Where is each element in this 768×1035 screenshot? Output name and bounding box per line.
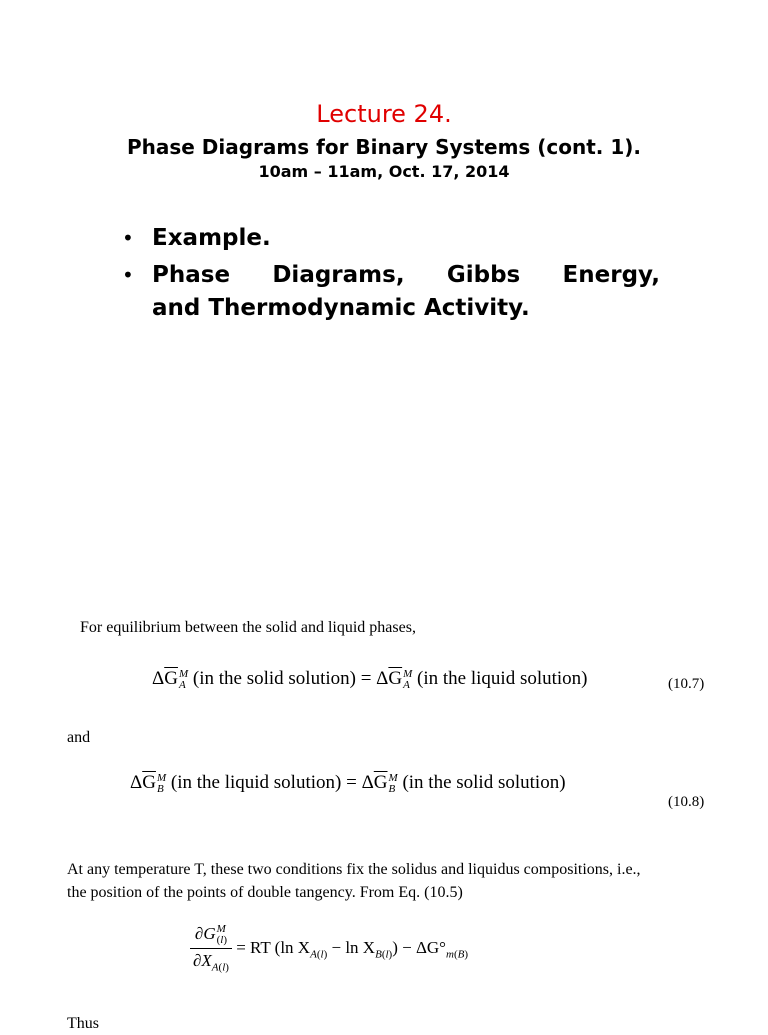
lecture-subtitle: Phase Diagrams for Binary Systems (cont. 1).	[126, 135, 642, 159]
excerpt-intro: For equilibrium between the solid and liquid phases,	[80, 619, 416, 636]
excerpt-paragraph-line2: the position of the points of double tangency. From Eq. (10.5)	[67, 884, 463, 901]
excerpt-thus: Thus	[67, 1015, 99, 1032]
equation-10-7: $\Delta\overline{G}$ M A (in the solid solution) = $\Delta\overline{G}$ M A (in the liquid solution)	[152, 667, 588, 691]
equation-derivative: ∂G M (l) $\partial X_{A(l)}$ = RT (ln $X_{A(l)} - \ln X_{B(l)}) - \Delta G^\circ_{m(B)}$	[190, 924, 468, 973]
eq3-rhs: = RT (ln X	[236, 937, 311, 957]
lecture-datetime: 10am – 11am, Oct. 17, 2014	[258, 162, 510, 181]
bullet-list	[120, 222, 660, 329]
bullet-dot-icon: •	[122, 226, 134, 250]
excerpt-paragraph-line1: At any temperature T, these two conditions fix the solidus and liquidus compositions, i.e.,	[67, 861, 641, 878]
excerpt-and: and	[67, 729, 91, 746]
eq1-right-text: (in the liquid solution)	[417, 668, 588, 689]
equation-10-8: $\Delta\overline{G}$ M B (in the liquid solution) = $\Delta\overline{G}$ M B (in the solid solution)	[130, 771, 566, 795]
eq2-right-text: (in the solid solution)	[402, 772, 566, 793]
eq3-mid: − ln X	[327, 937, 376, 957]
bullet-text-line2: and Thermodynamic Activity.	[152, 295, 530, 321]
bullet-dot-icon: •	[122, 263, 134, 287]
eq3-end: ) − ΔG°	[392, 937, 446, 957]
eq1-left-text: (in the solid solution) =	[192, 668, 372, 689]
derivative-fraction: ∂G M (l) $\partial X_{A(l)}$	[190, 924, 232, 973]
bullet-item-phase-diagrams	[120, 259, 660, 325]
bullet-item-example	[120, 222, 660, 255]
equation-number-10-7: (10.7)	[668, 676, 705, 692]
equation-number-10-8: (10.8)	[668, 794, 705, 810]
eq2-left-text: (in the liquid solution) =	[170, 772, 357, 793]
bullet-text: Example.	[152, 225, 271, 251]
lecture-title: Lecture 24.	[316, 100, 452, 128]
bullet-text-line1: Phase Diagrams, Gibbs Energy,	[152, 262, 660, 288]
